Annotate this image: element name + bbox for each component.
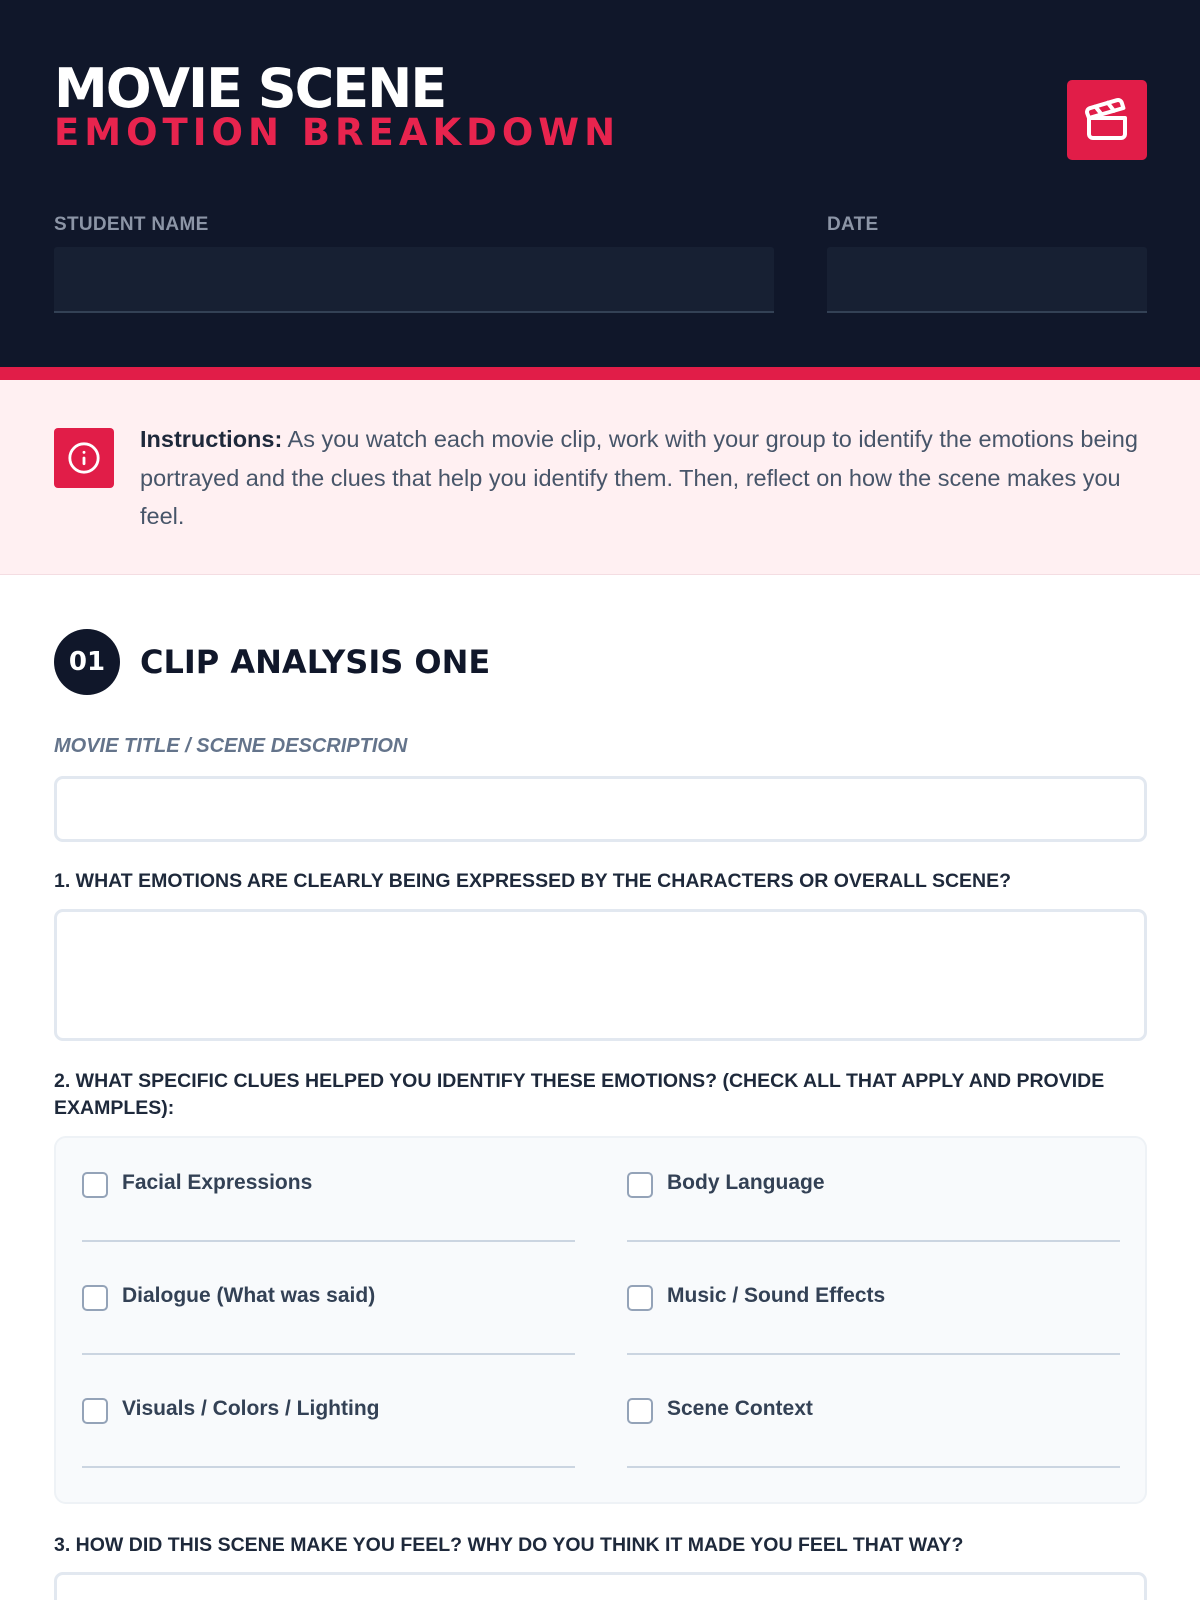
page-subtitle: EMOTION BREAKDOWN [54, 111, 621, 154]
info-icon [54, 428, 114, 488]
movie-title-label: MOVIE TITLE / SCENE DESCRIPTION [54, 735, 408, 757]
student-name-field[interactable] [54, 247, 774, 313]
instructions-lead: Instructions: [140, 426, 283, 452]
clue-scene-context[interactable] [627, 1384, 1120, 1468]
section-title: CLIP ANALYSIS ONE [140, 643, 491, 681]
clue-label: Scene Context [667, 1397, 813, 1420]
checkbox[interactable] [82, 1285, 108, 1311]
clue-label: Visuals / Colors / Lighting [122, 1397, 380, 1420]
clue-visuals[interactable] [82, 1384, 575, 1468]
clue-facial-expressions[interactable] [82, 1158, 575, 1242]
date-field[interactable] [827, 247, 1147, 313]
page-title: MOVIE SCENE [54, 57, 446, 120]
clue-label: Facial Expressions [122, 1171, 313, 1194]
question-2: 2. WHAT SPECIFIC CLUES HELPED YOU IDENTIFY THESE EMOTIONS? (CHECK ALL THAT APPLY AND PROVIDE EXAMPLES): [54, 1070, 1105, 1119]
clues-panel [54, 1136, 1147, 1504]
question-1: 1. WHAT EMOTIONS ARE CLEARLY BEING EXPRESSED BY THE CHARACTERS OR OVERALL SCENE? [54, 870, 1012, 892]
clue-dialogue[interactable] [82, 1271, 575, 1355]
checkbox[interactable] [82, 1398, 108, 1424]
emotions-answer-box[interactable] [54, 909, 1147, 1041]
clue-label: Dialogue (What was said) [122, 1284, 376, 1307]
question-3: 3. HOW DID THIS SCENE MAKE YOU FEEL? WHY DO YOU THINK IT MADE YOU FEEL THAT WAY? [54, 1534, 964, 1556]
instructions-text [140, 420, 1150, 536]
checkbox[interactable] [82, 1172, 108, 1198]
accent-divider [0, 367, 1200, 380]
checkbox[interactable] [627, 1172, 653, 1198]
instructions-body: As you watch each movie clip, work with your group to identify the emotions being portrayed and the clues that help you identify them. Then, reflect on how the scene makes you feel. [140, 426, 1138, 529]
checkbox[interactable] [627, 1285, 653, 1311]
student-name-label: STUDENT NAME [54, 214, 209, 235]
date-label: DATE [827, 214, 879, 235]
clue-music-sound[interactable] [627, 1271, 1120, 1355]
movie-title-input[interactable] [54, 776, 1147, 842]
clue-label: Body Language [667, 1171, 825, 1194]
section-number-badge: 01 [54, 629, 120, 695]
feelings-answer-box[interactable] [54, 1572, 1147, 1600]
clue-label: Music / Sound Effects [667, 1284, 886, 1307]
clue-body-language[interactable] [627, 1158, 1120, 1242]
checkbox[interactable] [627, 1398, 653, 1424]
clapperboard-icon [1067, 80, 1147, 160]
